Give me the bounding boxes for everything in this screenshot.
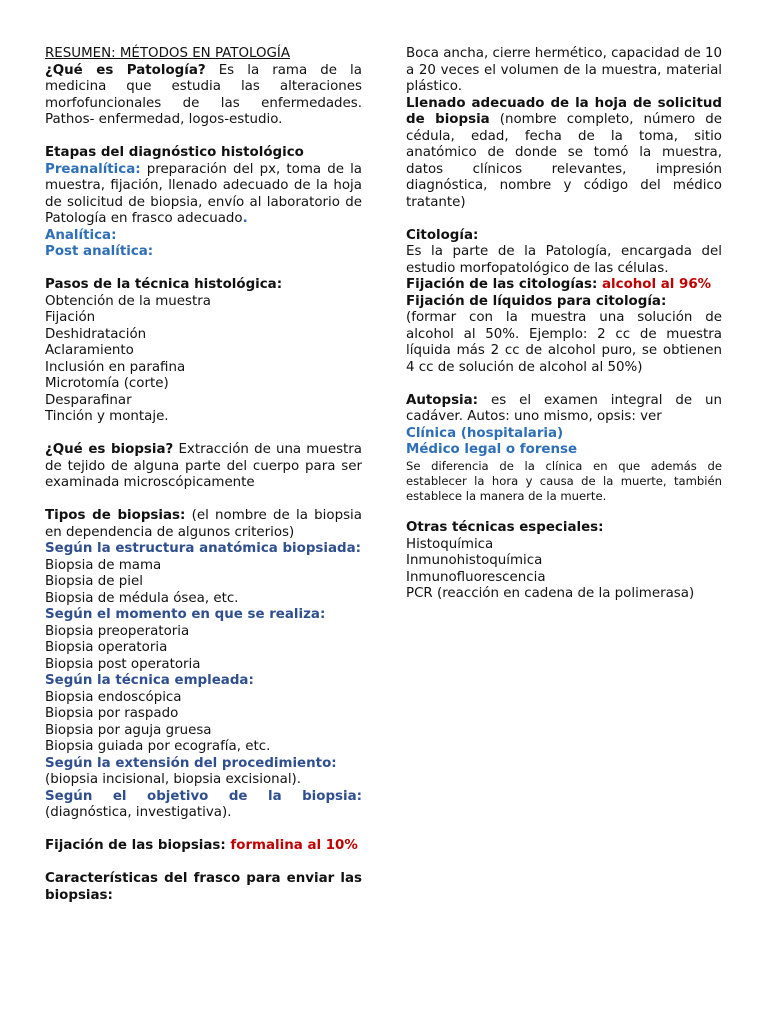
frasco-heading: Características del frasco para enviar las biopsias: [45,871,362,903]
paso-item: Desparafinar [45,392,132,408]
preanalitica-text: preparación del px, toma de la muestra, fijación, llenado adecuado de la hoja de solicitud de biopsia, envío al laboratorio de Patología en frasco adecuado [45,161,362,226]
etapas-heading: Etapas del diagnóstico histológico [45,145,304,160]
fijacion-liquidos-text: (formar con la muestra una solución de alcohol al 50%. Ejemplo: 2 cc de muestra líquida más 2 cc de alcohol puro, se obtienen 4 cc de solución de alcohol al 50%) [406,310,722,375]
preanalitica-dot: . [242,211,248,226]
pasos-heading: Pasos de la técnica histológica: [45,277,283,292]
estructura-heading: Según la estructura anatómica biopsiada: [45,541,362,556]
biopsia-definition: Extracción de una muestra de tejido de alguna parte del cuerpo para ser examinada microscópicamente [45,442,363,490]
paso-item: Fijación [45,310,96,325]
autopsia-text: es el examen integral de un cadáver. Autos: uno mismo, opsis: ver [406,392,722,424]
momento-item: Biopsia operatoria [45,640,168,655]
momento-item: Biopsia preoperatoria [45,623,190,639]
fijacion-citologias-label: Fijación de las citologías: [406,277,602,292]
fijacion-citologias-paragraph [406,277,722,294]
tecnica-item: Biopsia guiada por ecografía, etc. [45,739,271,754]
paso-item: Microtomía (corte) [45,376,169,391]
biopsia-paragraph [45,442,362,492]
right-column [406,46,722,603]
tecnica-heading: Según la técnica empleada: [45,673,254,688]
paso-item: Aclaramiento [45,343,134,358]
patologia-definition: Es la rama de la medicina que estudia las alteraciones morfofuncionales de las enfermedades. Pathos- enfermedad, logos-estudio. [45,62,362,127]
fijacion-citologias-value: alcohol al 96% [602,277,712,292]
preanalitica-label: Preanalítica: [45,161,141,177]
paso-item: Deshidratación [45,326,147,342]
otras-tecnicas-item: PCR (reacción en cadena de la polimerasa) [406,586,695,601]
otras-tecnicas-item: Inmunohistoquímica [406,553,543,568]
biopsia-question: ¿Qué es biopsia? [45,442,174,457]
llenado-paragraph [406,96,722,212]
patologia-paragraph [45,63,362,129]
forense-note: Se diferencia de la clínica en que además de establecer la hora y causa de la muerte, también establece la manera de la muerte. [406,458,722,503]
tipos-text: (el nombre de la biopsia en dependencia de algunos criterios) [45,508,362,540]
autopsia-label: Autopsia: [406,392,479,408]
paso-item: Obtención de la muestra [45,293,211,309]
llenado-label: Llenado adecuado de la hoja de solicitud de biopsia [406,95,722,127]
autopsia-paragraph [406,393,722,426]
estructura-item: Biopsia de piel [45,574,143,589]
fijacion-biopsias-label: Fijación de las biopsias: [45,838,231,853]
left-column [45,46,362,904]
preanalitica-paragraph [45,162,362,228]
fijacion-biopsias-value: formalina al 10% [230,838,358,853]
fijacion-liquidos-heading: Fijación de líquidos para citología: [406,293,667,309]
otras-tecnicas-item: Inmunofluorescencia [406,569,546,585]
momento-item: Biopsia post operatoria [45,656,201,672]
tecnica-item: Biopsia endoscópica [45,689,182,705]
objetivo-heading: Según el objetivo de la biopsia: [45,788,362,804]
paso-item: Tinción y montaje. [45,409,169,424]
tipos-paragraph [45,508,362,541]
analitica-label: Analítica: [45,227,117,243]
paso-item: Inclusión en parafina [45,359,186,375]
estructura-item: Biopsia de mama [45,557,162,573]
llenado-text: (nombre completo, número de cédula, edad, fecha de la toma, sitio anatómico de donde se tomó la muestra, datos clínicos relevantes, impresión diagnóstica, nombre y código del médico tratante) [406,112,723,210]
tipos-label: Tipos de biopsias: [45,508,186,523]
extension-text: (biopsia incisional, biopsia excisional). [45,772,302,787]
estructura-item: Biopsia de médula ósea, etc. [45,590,239,606]
medico-legal-label: Médico legal o forense [406,442,578,457]
patologia-question: ¿Qué es Patología? [45,62,206,78]
otras-tecnicas-item: Histoquímica [406,536,494,552]
momento-heading: Según el momento en que se realiza: [45,607,326,622]
document-title: RESUMEN: MÉTODOS EN PATOLOGÍA [45,46,291,61]
tecnica-item: Biopsia por aguja gruesa [45,722,212,738]
frasco-text: Boca ancha, cierre hermético, capacidad de 10 a 20 veces el volumen de la muestra, material plástico. [406,46,722,94]
objetivo-text: (diagnóstica, investigativa). [45,805,232,820]
citologia-definition: Es la parte de la Patología, encargada del estudio morfopatológico de las células. [406,244,722,276]
extension-heading: Según la extensión del procedimiento: [45,755,337,771]
clinica-label: Clínica (hospitalaria) [406,425,564,441]
citologia-heading: Citología: [406,227,479,243]
otras-tecnicas-heading: Otras técnicas especiales: [406,520,604,535]
tecnica-item: Biopsia por raspado [45,706,179,721]
fijacion-biopsias-paragraph [45,838,362,855]
post-analitica-label: Post analítica: [45,244,154,259]
